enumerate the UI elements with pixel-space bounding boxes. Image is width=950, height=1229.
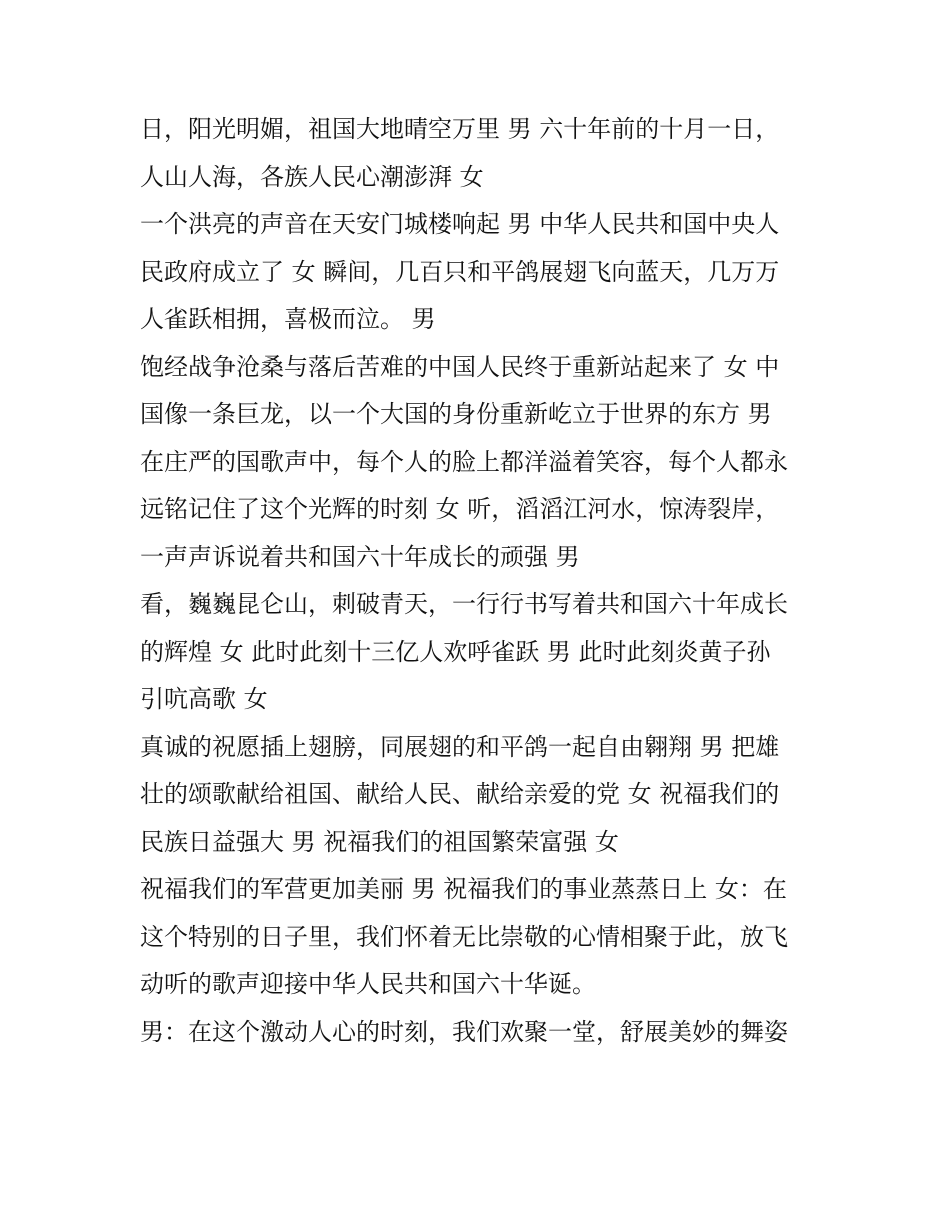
text-line: 祝福我们的军营更加美丽 男 祝福我们的事业蒸蒸日上 女：在 [140, 875, 787, 903]
text-line: 人山人海，各族人民心潮澎湃 女 [140, 162, 484, 191]
paragraph-3 [140, 344, 820, 582]
paragraph-5 [140, 724, 820, 867]
paragraph-1 [140, 106, 820, 201]
text-line: 民族日益强大 男 祝福我们的祖国繁荣富强 女 [140, 827, 619, 856]
text-line: 这个特别的日子里，我们怀着无比崇敬的心情相聚于此，放飞 [140, 922, 788, 951]
text-line: 饱经战争沧桑与落后苦难的中国人民终于重新站起来了 女 中 [140, 352, 780, 381]
text-line: 动听的歌声迎接中华人民共和国六十华诞。 [140, 970, 596, 998]
text-line: 民政府成立了 女 瞬间，几百只和平鸽展翅飞向蓝天，几万万 [140, 257, 780, 286]
paragraph-2 [140, 201, 820, 344]
text-line: 远铭记住了这个光辉的时刻 女 听，滔滔江河水，惊涛裂岸， [140, 495, 780, 523]
text-line: 壮的颂歌献给祖国、献给人民、献给亲爱的党 女 祝福我们的 [140, 780, 780, 808]
text-line: 一个洪亮的声音在天安门城楼响起 男 中华人民共和国中央人 [140, 210, 780, 238]
text-line: 引吭高歌 女 [140, 685, 268, 713]
text-line: 的辉煌 女 此时此刻十三亿人欢呼雀跃 男 此时此刻炎黄子孙 [140, 637, 771, 666]
text-line: 日，阳光明媚，祖国大地晴空万里 男 六十年前的十月一日， [140, 115, 780, 143]
text-line: 看，巍巍昆仑山，刺破青天，一行行书写着共和国六十年成长 [140, 590, 788, 618]
text-line: 一声声诉说着共和国六十年成长的顽强 男 [140, 542, 580, 571]
text-line: 男：在这个激动人心的时刻，我们欢聚一堂，舒展美妙的舞姿 [140, 1017, 788, 1046]
text-line: 人雀跃相拥，喜极而泣。 男 [140, 305, 436, 333]
paragraph-6 [140, 866, 820, 1009]
document-body [140, 106, 820, 1056]
paragraph-4 [140, 581, 820, 724]
text-line: 在庄严的国歌声中，每个人的脸上都洋溢着笑容，每个人都永 [140, 447, 788, 476]
paragraph-7 [140, 1009, 820, 1057]
text-line: 国像一条巨龙，以一个大国的身份重新屹立于世界的东方 男 [140, 400, 772, 428]
text-line: 真诚的祝愿插上翅膀，同展翅的和平鸽一起自由翱翔 男 把雄 [140, 732, 780, 761]
